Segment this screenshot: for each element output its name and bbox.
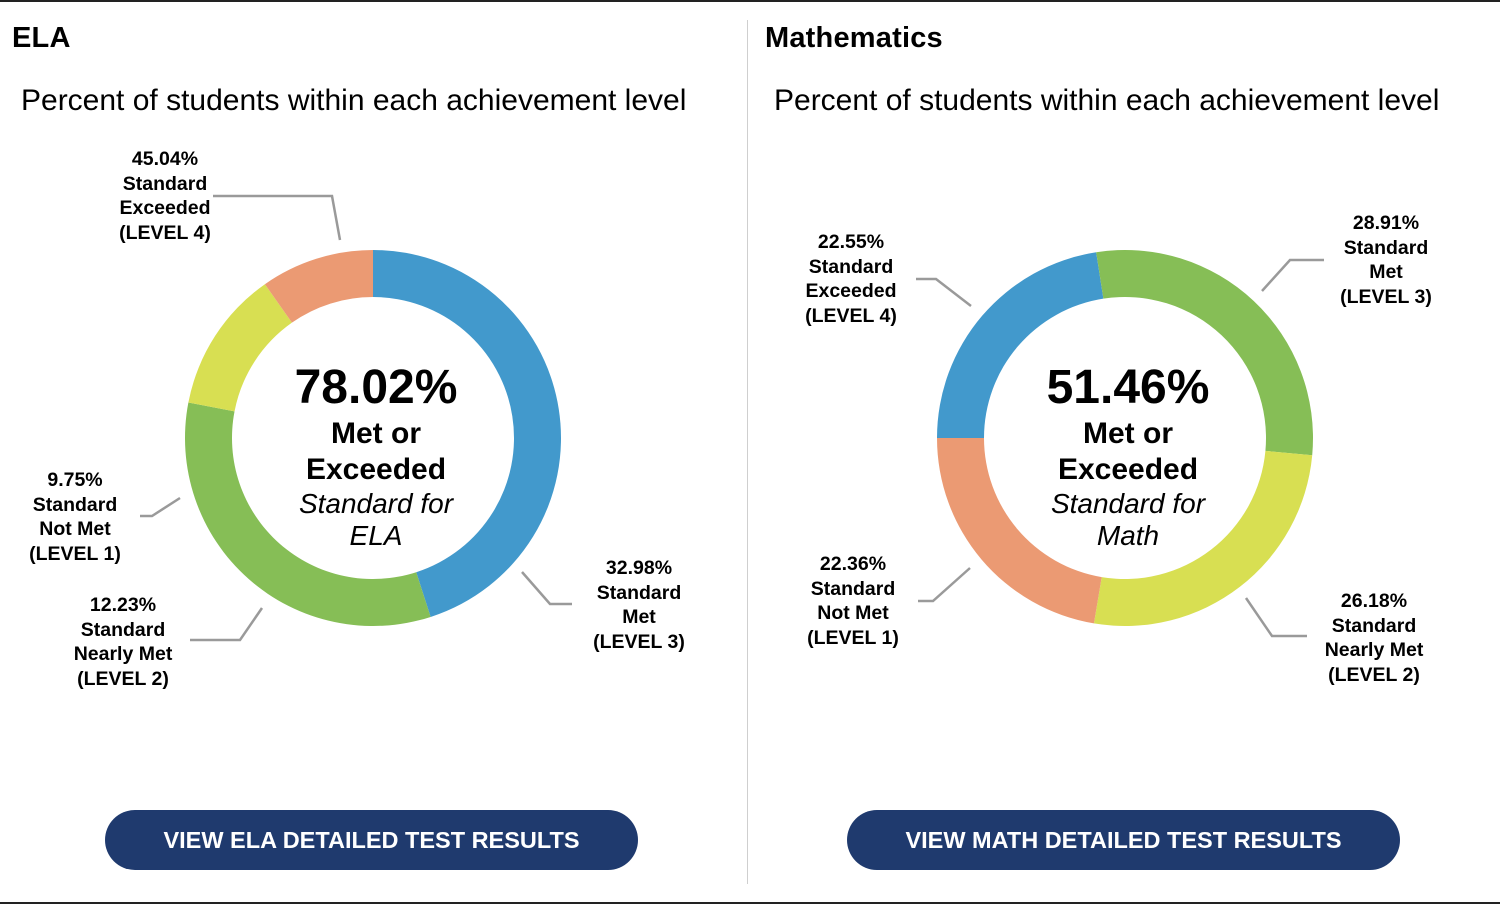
math-chart-subtitle: Percent of students within each achievement level [774,84,1440,117]
math-level2-line4: (LEVEL 2) [1328,663,1420,686]
ela-level2-percent: 12.23% [89,594,157,616]
ela-center-summary [256,360,496,552]
ela-level4-line2: Standard [122,172,208,195]
math-panel [752,0,1500,906]
math-leader-level3 [1262,260,1324,291]
math-level1-line4: (LEVEL 1) [807,626,899,649]
ela-level3-percent: 32.98% [605,557,673,579]
math-level4-line4: (LEVEL 4) [805,304,897,327]
math-met-exceeded-percent: 51.46% [1046,361,1210,414]
math-level4-line3: Exceeded [805,280,897,302]
ela-level3-line3: Met [622,606,656,628]
ela-level2-line2: Standard [80,618,166,641]
ela-section-title: ELA [12,22,71,54]
math-level3-line3: Met [1369,261,1403,283]
math-met-line2: Exceeded [1057,453,1199,486]
math-leader-level2 [1246,598,1307,636]
ela-label-level3 [593,556,685,654]
ela-standard-line2: ELA [349,520,403,551]
math-level3-line2: Standard [1343,236,1429,259]
math-level2-line3: Nearly Met [1324,639,1424,661]
math-level1-line2: Standard [810,577,896,600]
ela-level2-line4: (LEVEL 2) [77,667,169,690]
math-level2-percent: 26.18% [1340,590,1408,612]
ela-leader-level1 [140,498,180,516]
ela-label-level4 [119,147,211,245]
math-leader-level4 [916,279,971,306]
ela-chart-subtitle: Percent of students within each achievement level [21,84,687,117]
ela-standard-line1: Standard for [298,488,454,519]
ela-level2-line3: Nearly Met [73,643,173,665]
math-level3-percent: 28.91% [1352,212,1420,234]
ela-level1-line4: (LEVEL 1) [29,542,121,565]
math-label-level4 [805,230,897,328]
math-level2-line2: Standard [1331,614,1417,637]
math-label-level3 [1340,211,1432,309]
ela-level3-line4: (LEVEL 3) [593,630,685,653]
math-level4-line2: Standard [808,255,894,278]
math-level4-percent: 22.55% [817,231,885,253]
ela-leader-level3 [522,572,572,604]
math-label-level1 [807,552,899,650]
math-leader-level1 [918,568,970,601]
ela-leader-level4 [213,196,340,240]
view-math-detailed-results-button[interactable]: VIEW MATH DETAILED TEST RESULTS [847,810,1400,870]
ela-label-level2 [74,593,173,691]
ela-level1-line2: Standard [32,493,118,516]
math-level1-line3: Not Met [817,602,889,624]
math-label-level2 [1325,589,1424,687]
math-center-summary [1008,360,1248,552]
ela-level1-line3: Not Met [39,518,111,540]
math-standard-line1: Standard for [1050,488,1206,519]
ela-met-line1: Met or [331,417,421,450]
ela-label-level1 [29,468,121,566]
math-section-title: Mathematics [765,22,943,54]
math-standard-line2: Math [1096,520,1160,551]
math-met-line1: Met or [1083,417,1173,450]
view-ela-detailed-results-button[interactable]: VIEW ELA DETAILED TEST RESULTS [105,810,638,870]
ela-level1-percent: 9.75% [47,469,103,491]
ela-level3-line2: Standard [596,581,682,604]
ela-level4-line3: Exceeded [119,197,211,219]
ela-level4-line4: (LEVEL 4) [119,221,211,244]
ela-met-line2: Exceeded [305,453,447,486]
ela-level4-percent: 45.04% [131,148,199,170]
math-level1-percent: 22.36% [819,553,887,575]
ela-leader-level2 [190,608,262,640]
ela-met-exceeded-percent: 78.02% [294,361,458,414]
math-level3-line4: (LEVEL 3) [1340,285,1432,308]
